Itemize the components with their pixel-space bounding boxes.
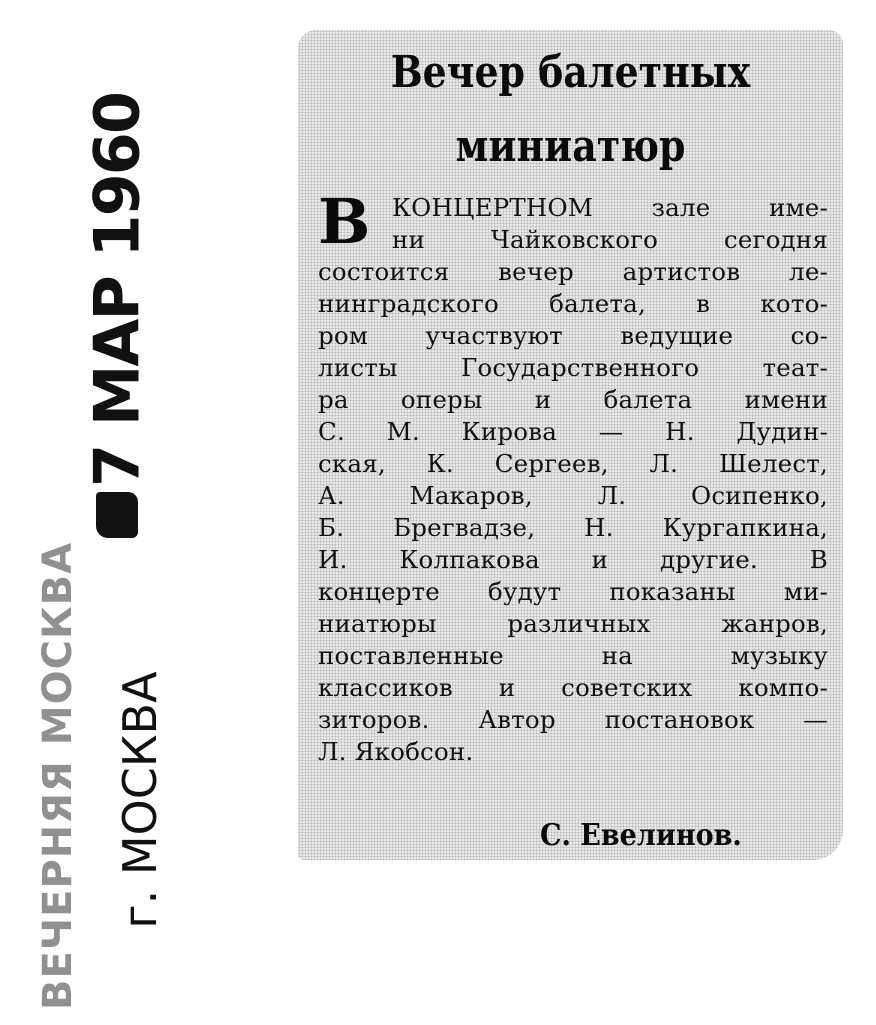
- article-line: И. Колпакова и другие. В: [318, 545, 828, 574]
- article-line: состоится вечер артистов ле-: [318, 257, 828, 286]
- stamp-ink-mark: [96, 492, 138, 538]
- stamp-newspaper-name: ВЕЧЕРНЯЯ МОСКВА: [35, 541, 81, 1010]
- article-body: [318, 185, 828, 768]
- article-line: ская, К. Сергеев, Л. Шелест,: [318, 449, 828, 478]
- stamp-city: г. МОСКВА: [113, 671, 167, 929]
- article-line: ром участвуют ведущие со-: [318, 321, 828, 350]
- article-line: классиков и советских компо-: [318, 673, 828, 702]
- headline-line-2: миниатюр: [455, 121, 686, 172]
- drop-cap: В: [318, 185, 371, 258]
- article-line: ниатюры различных жанров,: [318, 609, 828, 638]
- article-line: ра оперы и балета имени: [318, 385, 828, 414]
- headline-line-1: Вечер балетных: [390, 47, 751, 98]
- article-line: листы Государственного теат-: [318, 353, 828, 382]
- article-line: С. М. Кирова — Н. Дудин-: [318, 417, 828, 446]
- article-line: А. Макаров, Л. Осипенко,: [318, 481, 828, 510]
- article-line: концерте будут показаны ми-: [318, 577, 828, 606]
- article-line: зиторов. Автор постановок —: [318, 705, 828, 734]
- article-line: КОНЦЕРТНОМ зале име-: [392, 193, 828, 222]
- article-line: Б. Брегвадзе, Н. Кургапкина,: [318, 513, 828, 542]
- article-signature: С. Евелинов.: [540, 818, 742, 853]
- stamp-date: 7 МАР 1960: [80, 93, 154, 487]
- article-line: ни Чайковского сегодня: [392, 225, 828, 254]
- article-line: поставленные на музыку: [318, 641, 828, 670]
- article-headline: [336, 36, 805, 184]
- date-stamp: [0, 0, 200, 1025]
- article-line: нинградского балета, в кото-: [318, 289, 828, 318]
- article-line: Л. Якобсон.: [318, 737, 474, 766]
